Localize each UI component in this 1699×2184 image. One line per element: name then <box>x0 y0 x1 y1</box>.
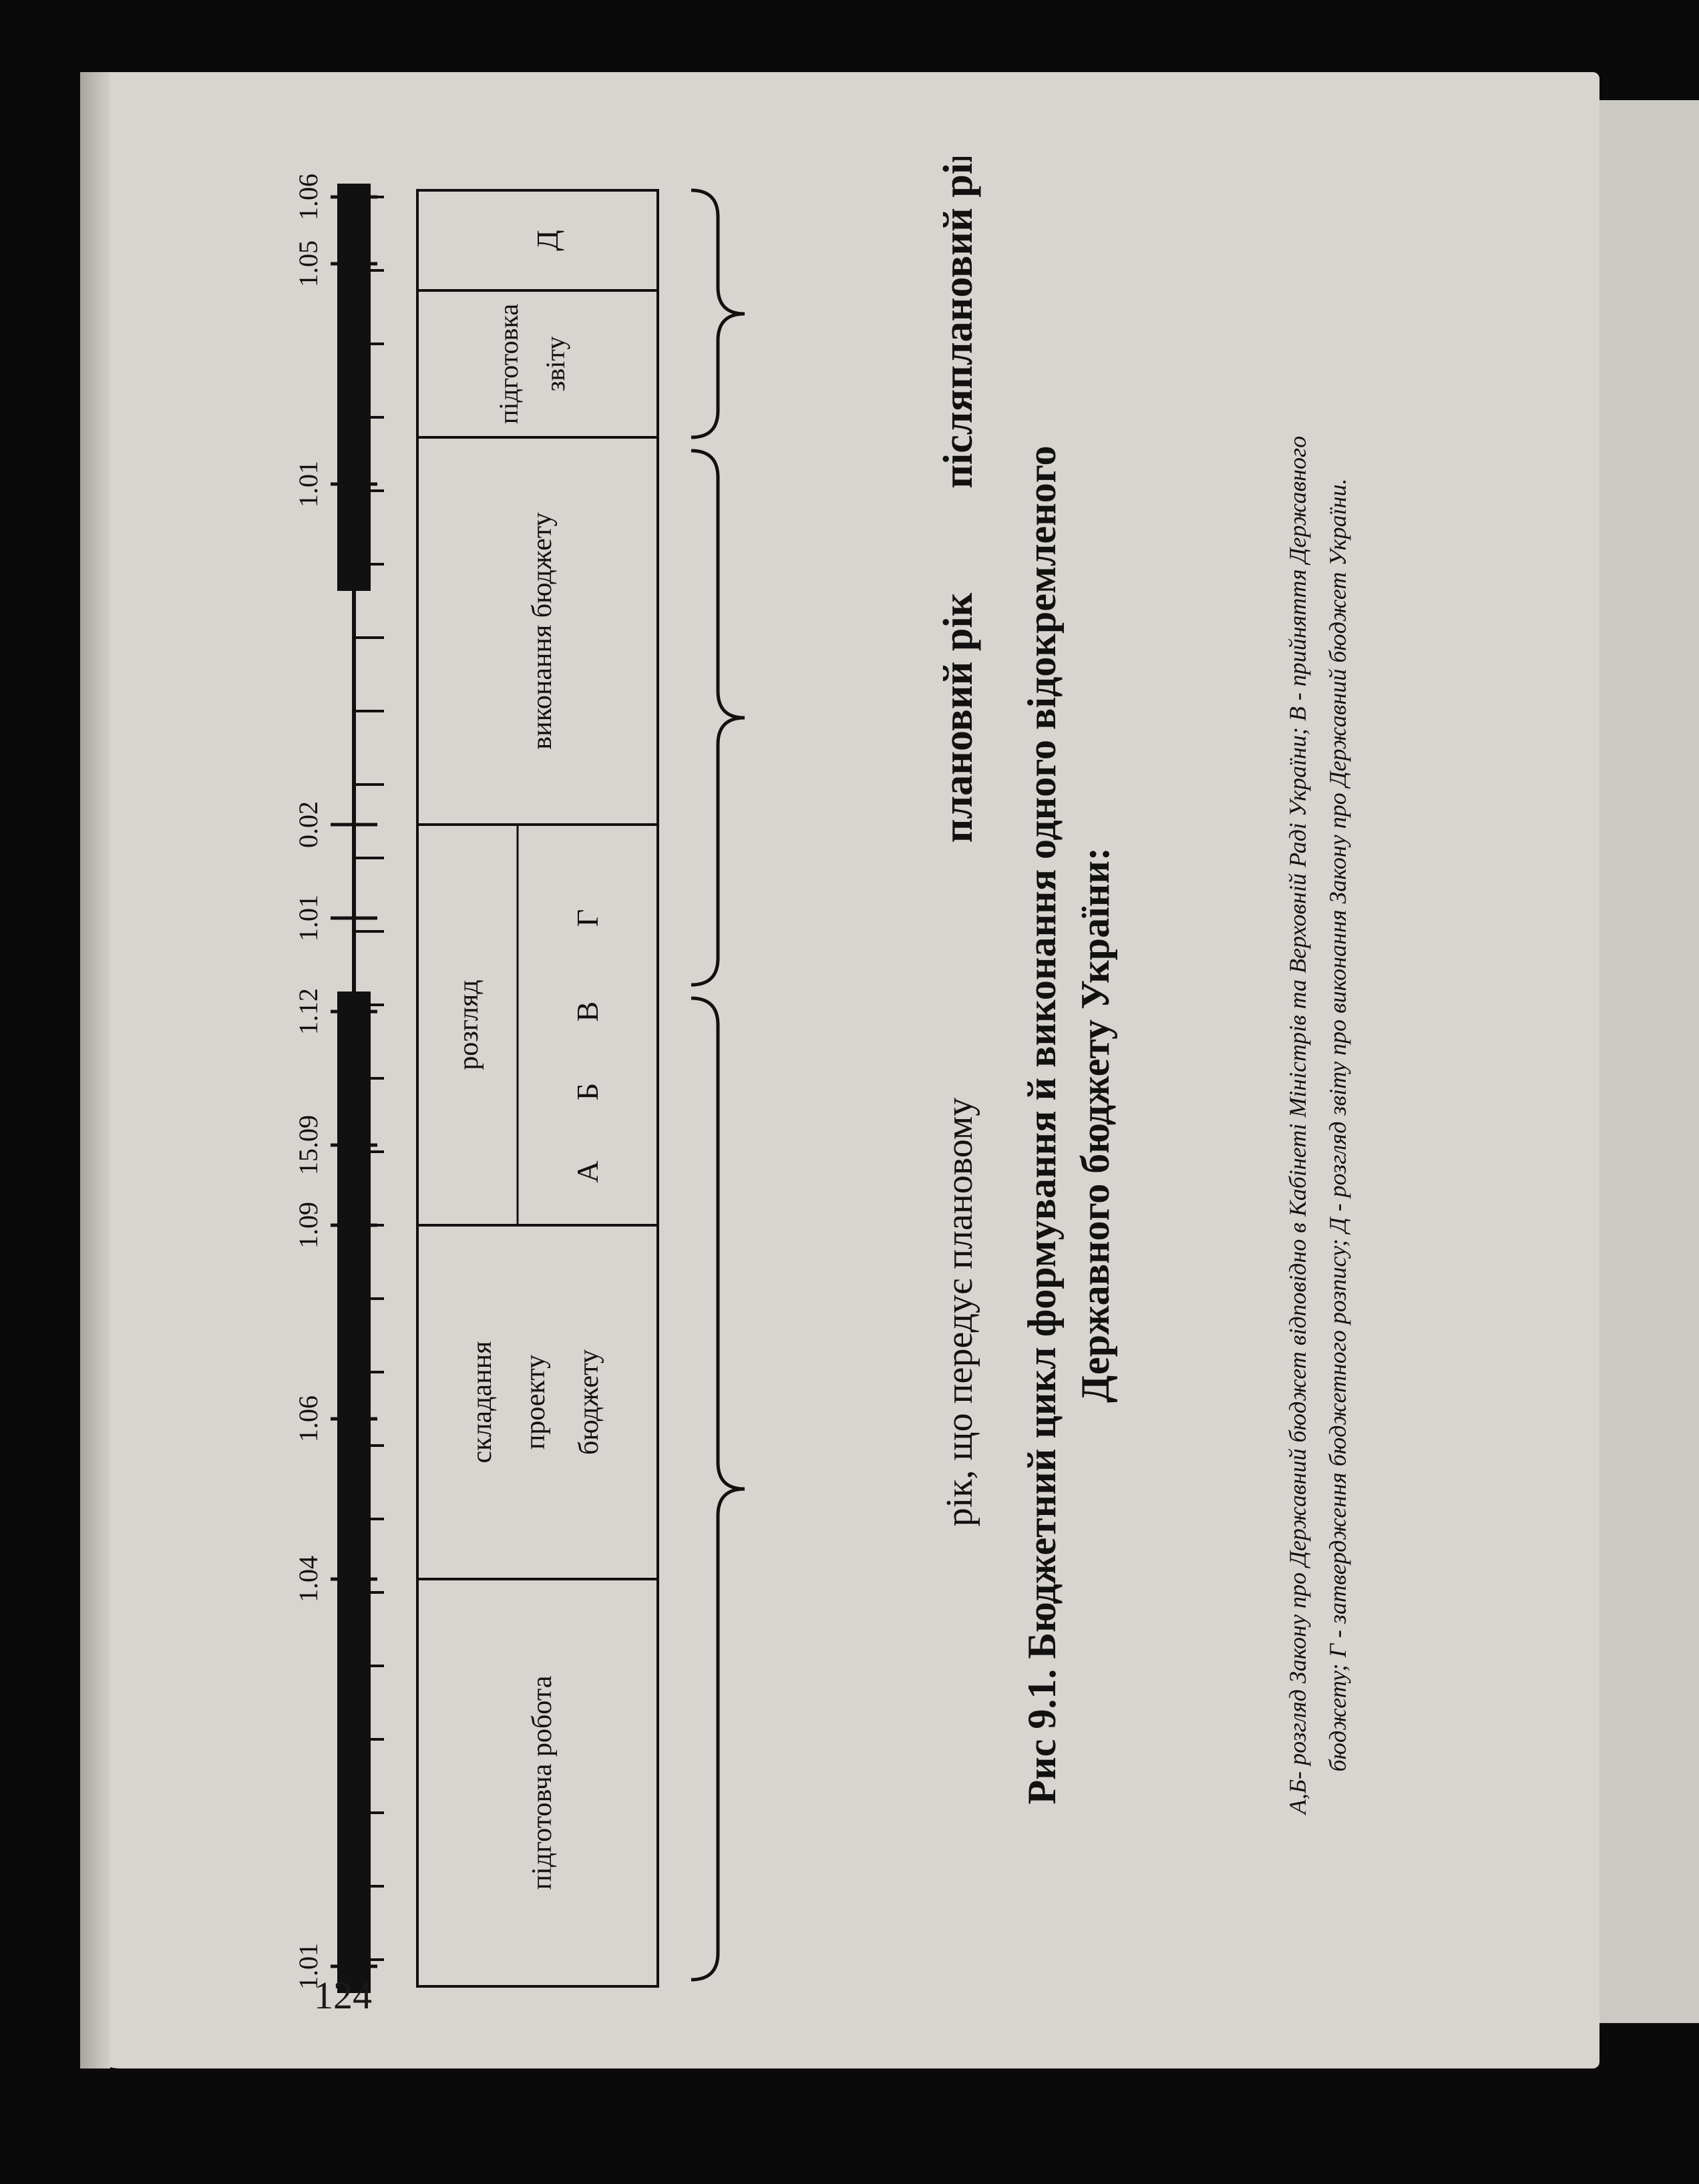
period-before-label: рік, що передує плановому <box>939 1097 980 1527</box>
box-stage-letter: А <box>570 1160 604 1183</box>
timeline-bar-after <box>337 184 371 591</box>
rotated-figure-region <box>264 157 1412 2093</box>
date-tick-label: 1.06 <box>293 174 323 220</box>
figure-legend-line2: бюджету; Г - затвердження бюджетного розпису; Д - розгляд звіту про виконання Закону про Державний бюджет України. <box>1324 478 1351 1772</box>
budget-cycle-figure <box>264 157 1412 2093</box>
box-execution: виконання бюджету <box>527 512 558 750</box>
date-tick-label: 0.02 <box>293 801 323 848</box>
box-report-prep-line: підготовка <box>494 303 524 425</box>
box-stage-letter: В <box>570 1001 604 1022</box>
box-stage-letter: Г <box>570 909 604 927</box>
date-tick-label: 1.12 <box>293 988 323 1035</box>
brace-after <box>691 190 745 437</box>
box-prep-work: підготовча робота <box>527 1675 558 1890</box>
period-planned-label: плановий рік <box>936 592 981 843</box>
date-tick-label: 1.05 <box>293 240 323 287</box>
timeline-bar-before <box>337 992 371 1993</box>
figure-legend-line1: А,Б- розгляд Закону про Державний бюджет відповідно в Кабінеті Міністрів та Верховній Раді України; В - прийняття Державного <box>1284 435 1311 1815</box>
brace-before <box>691 998 745 1980</box>
figure-caption-line1: Рис 9.1. Бюджетний цикл формування й виконання одного відокремленого <box>1020 445 1064 1805</box>
date-tick-label: 15.09 <box>293 1115 323 1175</box>
figure-caption-line2: Державного бюджету України: <box>1073 847 1117 1403</box>
date-tick-label: 1.04 <box>293 1556 323 1602</box>
box-report-prep-line: звіту <box>540 336 570 392</box>
date-tick-label: 1.01 <box>293 1943 323 1990</box>
date-tick-label: 1.09 <box>293 1202 323 1249</box>
box-drafting-line: складання <box>467 1341 498 1464</box>
brace-planned <box>691 451 745 985</box>
date-tick-label: 1.01 <box>293 895 323 941</box>
box-stage-letter: Б <box>570 1082 604 1101</box>
box-drafting-line: проекту <box>520 1354 551 1450</box>
page-number: 124 <box>314 1974 372 2017</box>
adjacent-page <box>1589 100 1699 2023</box>
date-tick-label: 1.01 <box>293 461 323 507</box>
box-review: розгляд <box>453 979 484 1070</box>
box-drafting-line: бюджету <box>574 1349 604 1455</box>
page-edge <box>80 72 110 2068</box>
box-d: Д <box>530 230 564 251</box>
date-tick-label: 1.06 <box>293 1395 323 1442</box>
period-after-label: післяплановий рік <box>936 157 981 489</box>
